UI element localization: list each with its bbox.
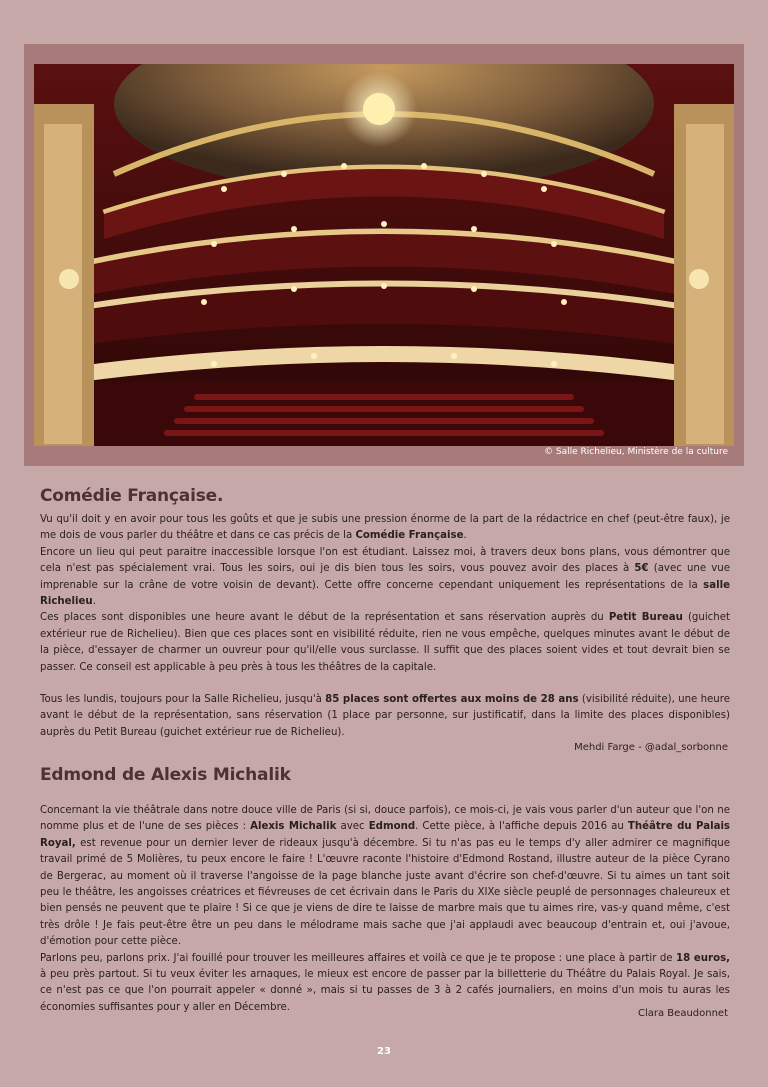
section-title: Edmond de Alexis Michalik <box>40 765 291 785</box>
photo-credit: © Salle Richelieu, Ministère de la culture <box>544 447 728 457</box>
theatre-photo <box>34 64 734 446</box>
comedie-francaise-section <box>40 486 730 753</box>
page-number: 23 <box>377 1046 391 1057</box>
paragraph: Concernant la vie théâtrale dans notre douce ville de Paris (si si, douce parfois), ce mois-ci, je vais vous parler d'un auteur que l'on ne nomme plus et de l'une de ses pièces : Alexis Michalik avec Edmond. Cette pièce, à l'affiche depuis 2016 au Théâtre du Palais Royal, est revenue pour un dernier lever de rideaux jusqu'à décembre. Si tu n'as pas eu le temps d'y aller admirer ce magnifique travail primé de 5 Molières, tu peux encore le faire ! L'œuvre raconte l'histoire d'Edmond Rostand, illustre auteur de la pièce Cyrano de Bergerac, au moment où il traverse l'angoisse de la page blanche juste avant d'écrire son chef-d'œuvre. Si tu aimes un tant soit peu le théâtre, les angoisses créatrices et fiévreuses de cet écrivain dans le Paris du XIXe siècle peuplé de personnages chaleureux et bien pensés ne peuvent que te plaire ! Si ce que je viens de dire te laisse de marbre mais que tu aimes rire, vas-y quand même, c'est très drôle ! Je fais peut-être être un peu dans le mélodrame mais sache que j'ai applaudi avec beaucoup d'entrain et, oui j'avoue, d'émotion pour cette pièce. <box>40 805 730 948</box>
author-signature: Mehdi Farge - @adal_sorbonne <box>574 742 728 754</box>
section-title: Comédie Française. <box>40 486 224 506</box>
paragraph: Tous les lundis, toujours pour la Salle Richelieu, jusqu'à 85 places sont offertes aux moins de 28 ans (visibilité réduite), une heure avant le début de la représentation, sans réservation (1 place par personne, sur justificatif, dans la limite des places disponibles) auprès du Petit Bureau (guichet extérieur rue de Richelieu). <box>40 694 730 738</box>
paragraph: Vu qu'il doit y en avoir pour tous les goûts et que je subis une pression énorme de la part de la rédactrice en chef (peut-être faux), je me dois de vous parler du théâtre et dans ce cas précis de la Comédie Française. <box>40 514 730 542</box>
paragraph: Parlons peu, parlons prix. J'ai fouillé pour trouver les meilleures affaires et voilà ce que je te propose : une place à partir de 18 euros, à peu près partout. Si tu veux éviter les arnaques, le mieux est encore de passer par la billetterie du Théâtre du Palais Royal. Je sais, ce n'est pas ce que l'on pourrait appeler « donné », mais si tu passes de 3 à 2 cafés journaliers, en moins d'un mois tu auras les économies suffisantes pour y aller en Décembre. <box>40 952 730 1013</box>
theatre-illustration <box>34 64 734 446</box>
paragraph: Encore un lieu qui peut paraitre inaccessible lorsque l'on est étudiant. Laissez moi, à travers deux bons plans, vous démontrer que cela n'est pas spécialement vrai. Tous les soirs, oui je dis bien tous les soirs, vous pouvez avoir des places à 5€ (avec une vue imprenable sur la crâne de votre voisin de devant). Cette offre concerne cependant uniquement les représentations de la salle Richelieu. <box>40 546 731 608</box>
photo-frame <box>24 44 744 466</box>
edmond-section <box>40 765 730 1019</box>
paragraph: Ces places sont disponibles une heure avant le début de la représentation et sans réservation auprès du Petit Bureau (guichet extérieur rue de Richelieu). Bien que ces places sont en visibilité réduite, rien ne vous empêche, quelques minutes avant le début de la pièce, d'essayer de charmer un ouvreur pour qu'il/elle vous surclasse. Il suffit que des places soient vides et tout devrait bien se passer. Ce conseil est applicable à peu près à tous les théâtres de la capitale. <box>40 612 730 673</box>
author-signature: Clara Beaudonnet <box>638 1008 728 1020</box>
